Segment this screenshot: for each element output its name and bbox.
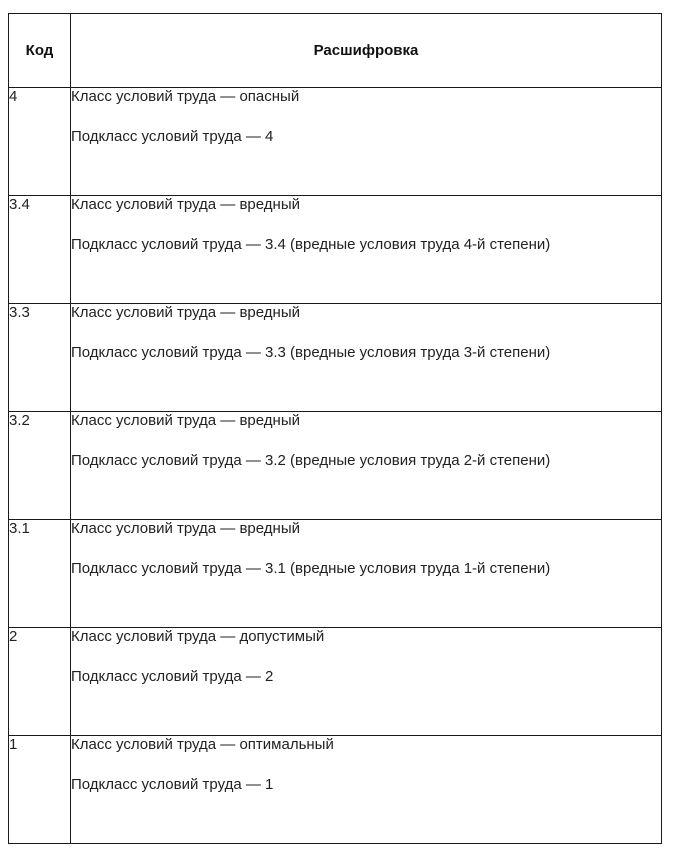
description-cell — [71, 628, 662, 736]
description-cell — [71, 88, 662, 196]
subclass-line: Подкласс условий труда — 3.1 (вредные условия труда 1-й степени) — [71, 560, 551, 577]
subclass-line: Подкласс условий труда — 3.2 (вредные условия труда 2-й степени) — [71, 452, 551, 469]
table-row — [9, 736, 662, 844]
code-cell: 4 — [9, 88, 71, 196]
table-row — [9, 196, 662, 304]
description-cell — [71, 304, 662, 412]
class-line: Класс условий труда — вредный — [71, 304, 300, 321]
header-code: Код — [9, 14, 71, 88]
table-row — [9, 88, 662, 196]
subclass-line: Подкласс условий труда — 1 — [71, 776, 274, 793]
code-cell: 3.2 — [9, 412, 71, 520]
subclass-line: Подкласс условий труда — 2 — [71, 668, 274, 685]
description-cell — [71, 520, 662, 628]
table-row — [9, 520, 662, 628]
class-line: Класс условий труда — оптимальный — [71, 736, 334, 753]
code-cell: 3.1 — [9, 520, 71, 628]
class-line: Класс условий труда — вредный — [71, 412, 300, 429]
description-cell — [71, 736, 662, 844]
table-row — [9, 304, 662, 412]
class-line: Класс условий труда — вредный — [71, 520, 300, 537]
header-description: Расшифровка — [71, 14, 662, 88]
class-line: Класс условий труда — вредный — [71, 196, 300, 213]
class-line: Класс условий труда — опасный — [71, 88, 300, 105]
table-row — [9, 628, 662, 736]
description-cell — [71, 196, 662, 304]
description-cell — [71, 412, 662, 520]
class-line: Класс условий труда — допустимый — [71, 628, 325, 645]
table-row — [9, 412, 662, 520]
working-conditions-table — [8, 13, 662, 844]
table-header-row — [9, 14, 662, 88]
subclass-line: Подкласс условий труда — 3.4 (вредные условия труда 4-й степени) — [71, 236, 551, 253]
code-cell: 1 — [9, 736, 71, 844]
code-cell: 3.3 — [9, 304, 71, 412]
code-cell: 3.4 — [9, 196, 71, 304]
code-cell: 2 — [9, 628, 71, 736]
subclass-line: Подкласс условий труда — 3.3 (вредные условия труда 3-й степени) — [71, 344, 551, 361]
subclass-line: Подкласс условий труда — 4 — [71, 128, 274, 145]
